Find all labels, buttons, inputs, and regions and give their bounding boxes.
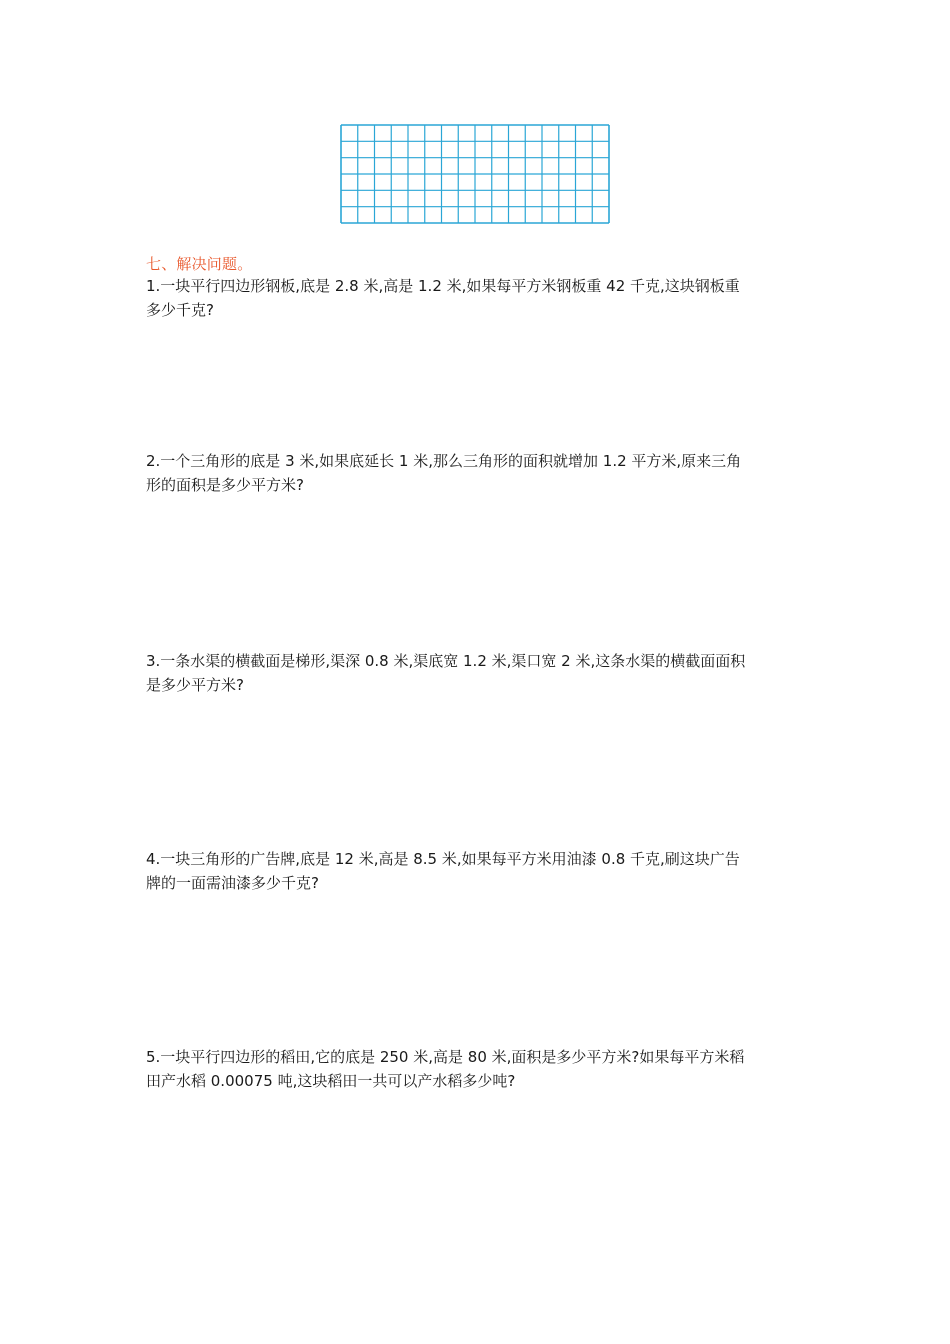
question-1-line-2: 多少千克? (146, 301, 214, 319)
question-3 (146, 649, 806, 697)
question-4-line-2: 牌的一面需油漆多少千克? (146, 874, 319, 892)
question-2-line-2: 形的面积是多少平方米? (146, 476, 304, 494)
question-3-line-2: 是多少平方米? (146, 676, 244, 694)
question-4-line-1: 4.一块三角形的广告牌,底是 12 米,高是 8.5 米,如果每平方米用油漆 0.8 千克,刷这块广告 (146, 850, 740, 868)
grid-drawing (340, 124, 610, 224)
question-2 (146, 449, 806, 497)
question-3-line-1: 3.一条水渠的横截面是梯形,渠深 0.8 米,渠底宽 1.2 米,渠口宽 2 米,这条水渠的横截面面积 (146, 652, 746, 670)
question-1 (146, 274, 806, 322)
question-2-line-1: 2.一个三角形的底是 3 米,如果底延长 1 米,那么三角形的面积就增加 1.2 平方米,原来三角 (146, 452, 742, 470)
question-5-line-2: 田产水稻 0.00075 吨,这块稻田一共可以产水稻多少吨? (146, 1072, 516, 1090)
question-4 (146, 847, 806, 895)
section-title: 七、解决问题。 (146, 255, 253, 273)
square-grid (340, 124, 610, 224)
question-1-line-1: 1.一块平行四边形钢板,底是 2.8 米,高是 1.2 米,如果每平方米钢板重 42 千克,这块钢板重 (146, 277, 740, 295)
question-5 (146, 1045, 806, 1093)
question-5-line-1: 5.一块平行四边形的稻田,它的底是 250 米,高是 80 米,面积是多少平方米?如果每平方米稻 (146, 1048, 745, 1066)
